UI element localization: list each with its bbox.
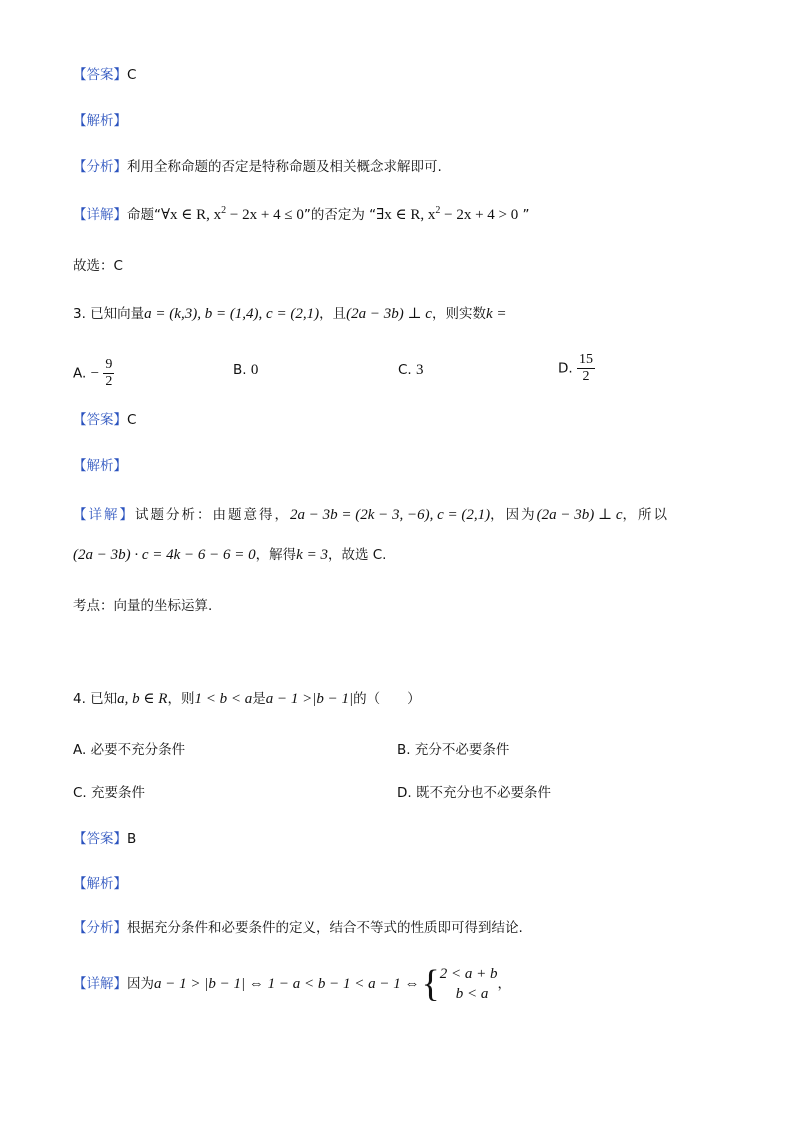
vector-definitions: a = (k,3), b = (1,4), c = (2,1) [144, 306, 320, 322]
q3-stem [73, 304, 507, 324]
stem-text-mid-2: 是 [252, 691, 266, 707]
detail-text-mid: ，因为 [490, 507, 537, 523]
kaodian-text: 考点：向量的坐标运算. [73, 598, 213, 614]
detail-text: 试题分析：由题意得， [135, 507, 290, 523]
option-label: D. [558, 360, 573, 377]
option-text: 充要条件 [91, 785, 146, 801]
prop1-part-b: − 2x + 4 ≤ 0 [226, 207, 304, 223]
stem-text-mid-1: ，则 [167, 691, 195, 707]
case-system [440, 964, 498, 1004]
option-label: C. [73, 785, 87, 801]
detail-math: 2a − 3b = (2k − 3, −6), c = (2,1) [290, 507, 491, 523]
q3-answer [73, 410, 136, 430]
answer-tag: 【答案】 [73, 831, 127, 847]
option-sign: − [90, 365, 100, 382]
q2-fenxi [73, 157, 442, 177]
proposition-2 [376, 207, 518, 223]
q3-analysis-heading [73, 456, 127, 476]
k-equals: k = [485, 306, 507, 322]
detail-text-mid: ”的否定为 “ [303, 207, 377, 223]
option-text: 既不充分也不必要条件 [415, 785, 551, 801]
denominator: 2 [105, 374, 113, 389]
stem-text-end: ，则实数 [431, 306, 486, 322]
q4-detail [73, 962, 511, 1006]
q3-detail-line1 [73, 505, 669, 525]
q4-option-d [397, 783, 551, 803]
stem-text: 4. 已知 [73, 691, 118, 707]
q4-stem [73, 689, 421, 709]
prop1-part-a: ∀x ∈ R, x [161, 207, 222, 223]
stem-math-1: a, b ∈ R [117, 691, 168, 707]
numerator: 15 [578, 352, 593, 367]
prop2-part-a: ∃x ∈ R, x [376, 207, 436, 223]
detail-text-mid: ，解得 [255, 547, 297, 563]
option-text: 必要不充分条件 [90, 742, 186, 758]
option-fraction [577, 352, 595, 385]
answer-value: C [127, 67, 137, 83]
q4-fenxi [73, 918, 523, 938]
option-value: 3 [416, 362, 424, 378]
stem-text-mid: ，且 [319, 306, 347, 322]
detail-tag: 【详解】 [73, 976, 127, 992]
q3-option-a [73, 357, 114, 390]
q2-choose [73, 256, 123, 276]
analysis-tag: 【解析】 [73, 458, 127, 474]
exponent: 2 [435, 205, 441, 216]
detail-text-end: ，故选 C. [327, 547, 387, 563]
option-fraction [103, 357, 114, 390]
fenxi-tag: 【分析】 [73, 159, 127, 175]
q4-option-b [397, 740, 509, 760]
prop2-part-b: − 2x + 4 > 0 [440, 207, 519, 223]
answer-value: B [127, 831, 137, 847]
q3-detail-line2 [73, 545, 386, 565]
stem-text-end: 的（ ） [353, 691, 421, 707]
q2-analysis-heading [73, 111, 127, 131]
option-label: B. [233, 362, 247, 378]
proposition-1 [161, 207, 304, 223]
q4-option-c [73, 783, 145, 803]
detail-text-end: ，所以 [622, 507, 670, 523]
answer-tag: 【答案】 [73, 412, 127, 428]
option-label: A. [73, 365, 87, 382]
detail-math-2: k = 3 [296, 547, 328, 563]
detail-text-end: ， [497, 976, 511, 992]
detail-math: (2a − 3b) · c = 4k − 6 − 6 = 0 [73, 547, 256, 563]
stem-math-2: 1 < b < a [194, 691, 253, 707]
option-label: C. [398, 362, 412, 378]
perpendicular-condition: (2a − 3b) ⊥ c [346, 306, 432, 322]
detail-math: a − 1 > |b − 1| ⇔ 1 − a < b − 1 < a − 1 ⇔ [154, 976, 420, 992]
choose-text: 故选：C [73, 258, 123, 274]
option-value: 0 [250, 362, 259, 378]
case-2: b < a [455, 986, 489, 1002]
detail-tag: 【详解】 [73, 507, 135, 523]
exponent: 2 [221, 205, 227, 216]
detail-text: 命题“ [127, 207, 161, 223]
option-label: B. [397, 742, 411, 758]
q2-answer [73, 65, 136, 85]
fenxi-text: 根据充分条件和必要条件的定义，结合不等式的性质即可得到结论. [127, 920, 523, 936]
option-text: 充分不必要条件 [414, 742, 510, 758]
numerator: 9 [105, 357, 113, 372]
denominator: 2 [582, 369, 590, 384]
fenxi-text: 利用全称命题的否定是特称命题及相关概念求解即可. [127, 159, 442, 175]
detail-math-2: (2a − 3b) ⊥ c [536, 507, 623, 523]
detail-text: 因为 [127, 976, 154, 992]
stem-math-3: a − 1 >|b − 1| [265, 691, 354, 707]
analysis-tag: 【解析】 [73, 876, 127, 892]
stem-text: 3. 已知向量 [73, 306, 145, 322]
q4-answer [73, 829, 136, 849]
q3-kaodian [73, 596, 212, 616]
q4-option-a [73, 740, 185, 760]
left-brace: { [421, 963, 440, 1005]
case-1: 2 < a + b [439, 966, 498, 982]
option-label: D. [397, 785, 412, 801]
answer-value: C [127, 412, 137, 428]
q3-option-d [558, 352, 595, 385]
option-label: A. [73, 742, 87, 758]
detail-tag: 【详解】 [73, 207, 127, 223]
answer-tag: 【答案】 [73, 67, 127, 83]
analysis-tag: 【解析】 [73, 113, 127, 129]
fenxi-tag: 【分析】 [73, 920, 127, 936]
q4-analysis-heading [73, 874, 127, 894]
q2-detail [73, 205, 530, 225]
detail-text-end: ” [518, 207, 530, 223]
q3-option-b [233, 360, 258, 380]
q3-option-c [398, 360, 424, 380]
